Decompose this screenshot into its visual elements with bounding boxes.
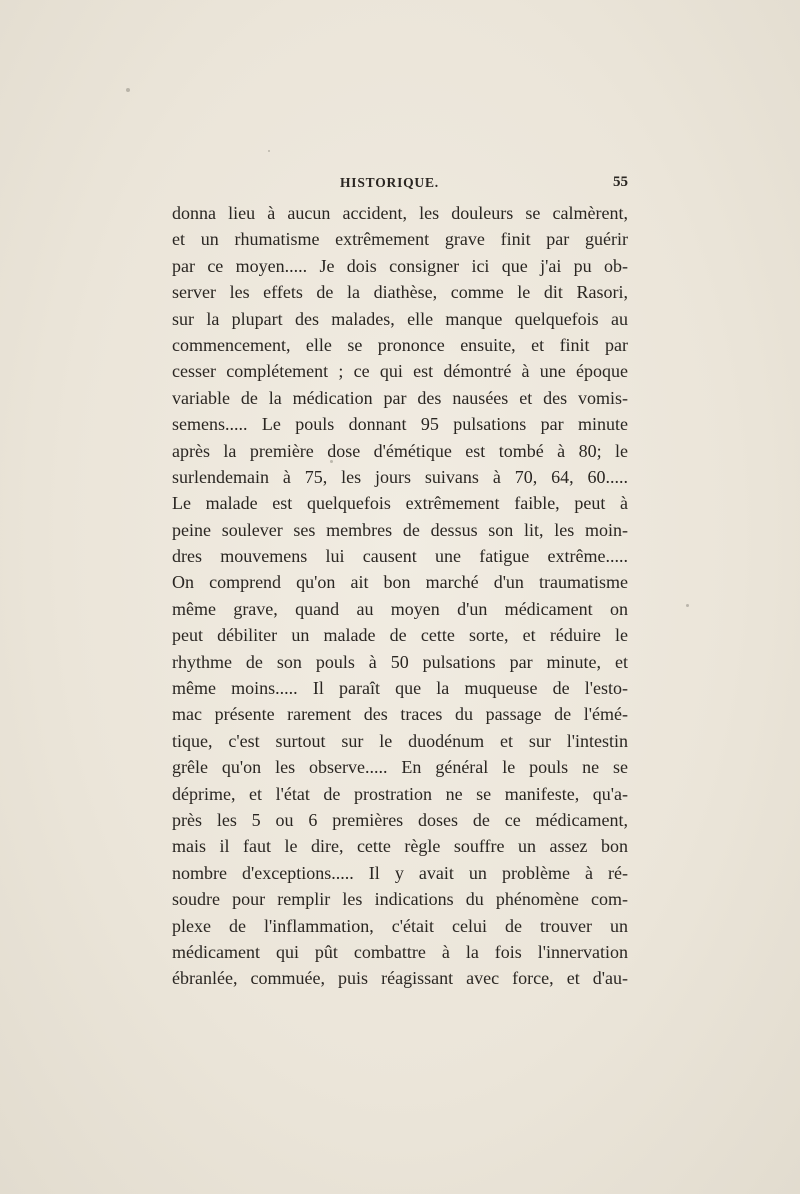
text-line: soudre pour remplir les indications du phénomène com- [172,889,628,910]
text-line: médicament qui pût combattre à la fois l'innervation [172,941,628,962]
page-number: 55 [613,174,628,190]
text-line: sur la plupart des malades, elle manque quelquefois au [172,308,628,329]
running-title: HISTORIQUE. [340,175,439,190]
text-line: et un rhumatisme extrêmement grave finit par guérir [172,229,628,250]
text-line: On comprend qu'on ait bon marché d'un traumatisme [172,572,628,593]
text-line: dres mouvemens lui causent une fatigue extrême..... [172,546,628,567]
text-line: peine soulever ses membres de dessus son lit, les moin- [172,519,628,540]
text-line: variable de la médication par des nausées et des vomis- [172,387,628,408]
text-line: ébranlée, commuée, puis réagissant avec force, et d'au- [172,968,628,989]
text-line: donna lieu à aucun accident, les douleurs se calmèrent, [172,203,628,223]
text-line: Le malade est quelquefois extrêmement faible, peut à [172,493,628,514]
text-line: peut débiliter un malade de cette sorte, et réduire le [172,625,628,646]
text-line: mac présente rarement des traces du passage de l'émé- [172,704,628,725]
text-line: après la première dose d'émétique est tombé à 80; le [172,440,628,461]
text-line: mais il faut le dire, cette règle souffre un assez bon [172,836,628,857]
text-line: grêle qu'on les observe..... En général le pouls ne se [172,757,628,778]
page-header [172,175,628,197]
text-line: par ce moyen..... Je dois consigner ici que j'ai pu ob- [172,255,628,276]
text-line: server les effets de la diathèse, comme le dit Rasori, [172,282,628,303]
text-line: rhythme de son pouls à 50 pulsations par minute, et [172,651,628,672]
text-line: tique, c'est surtout sur le duodénum et sur l'intestin [172,730,628,751]
paper-speck [126,88,130,92]
text-line: plexe de l'inflammation, c'était celui de trouver un [172,915,628,936]
text-line: commencement, elle se prononce ensuite, et finit par [172,334,628,355]
text-line: semens..... Le pouls donnant 95 pulsations par minute [172,414,628,435]
body-text [172,200,628,992]
text-line: même moins..... Il paraît que la muqueuse de l'esto- [172,678,628,699]
text-line: surlendemain à 75, les jours suivans à 70, 64, 60..... [172,466,628,487]
paper-speck [268,150,270,152]
text-line: cesser complétement ; ce qui est démontré à une époque [172,361,628,382]
text-line: près les 5 ou 6 premières doses de ce médicament, [172,809,628,830]
text-line: nombre d'exceptions..... Il y avait un problème à ré- [172,862,628,883]
text-line: déprime, et l'état de prostration ne se manifeste, qu'a- [172,783,628,804]
text-line: même grave, quand au moyen d'un médicament on [172,598,628,619]
paper-speck [686,604,689,607]
